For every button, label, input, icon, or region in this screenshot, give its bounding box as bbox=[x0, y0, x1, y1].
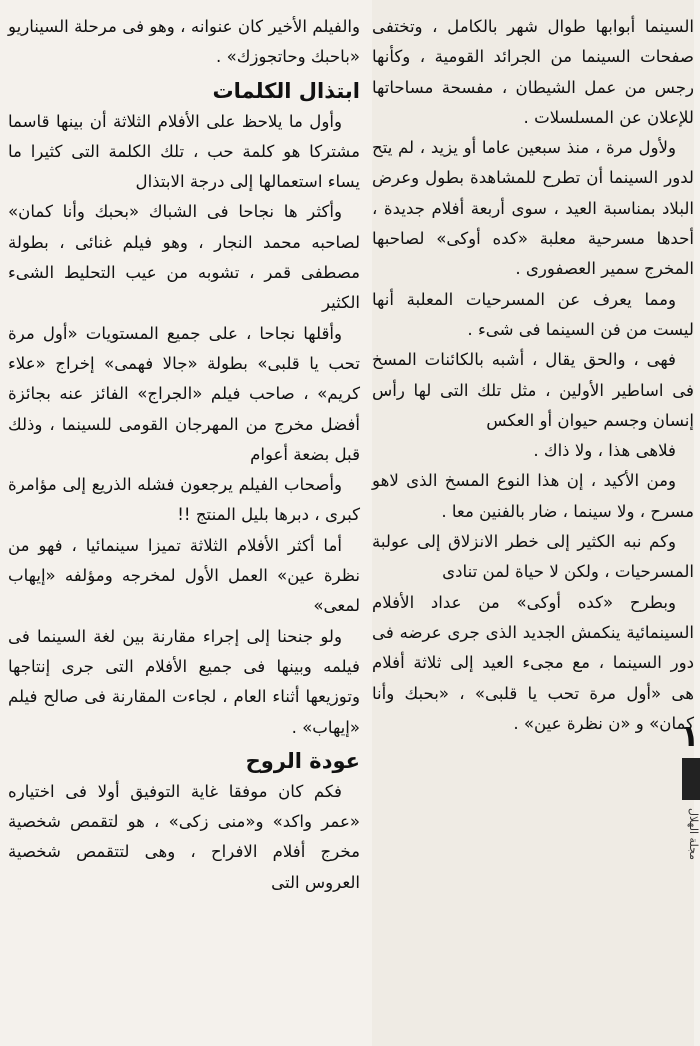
paragraph: والفيلم الأخير كان عنوانه ، وهو فى مرحلة السيناريو «باحبك وحاتجوزك» . bbox=[8, 17, 360, 67]
paragraph: ومن الأكيد ، إن هذا النوع المسخ الذى لاهو مسرح ، ولا سينما ، ضار بالفنين معا . bbox=[372, 471, 694, 521]
paragraph: فهى ، والحق يقال ، أشبه بالكائنات المسخ فى اساطير الأولين ، مثل تلك التى لها رأس إنسان وجسم حيوان أو العكس bbox=[372, 350, 694, 430]
paragraph: فلاهى هذا ، ولا ذاك . bbox=[533, 441, 676, 461]
paragraph: ولأول مرة ، منذ سبعين عاما أو يزيد ، لم يتح لدور السينما أن تطرح للمشاهدة بطول وعرض البلاد بمناسبة العيد ، سوى أربعة أفلام جديدة ، أحدها مسرحية معلبة «كده أوكى» لصاحبها المخرج سمير العصفورى . bbox=[372, 138, 694, 279]
edge-tab bbox=[682, 758, 700, 800]
right-column bbox=[372, 12, 694, 739]
left-column bbox=[8, 12, 360, 898]
paragraph: وأقلها نجاحا ، على جميع المستويات «أول مرة تحب يا قلبى» بطولة «جالا فهمى» إخراج «علاء كريم» ، صاحب فيلم «الجراج» الفائز عنه بجائزة أفضل مخرج من المهرجان القومى للسينما ، وذلك قبل بضعة أعوام bbox=[8, 323, 360, 464]
paragraph: فكم كان موفقا غاية التوفيق أولا فى اختياره «عمر واكد» و«منى زكى» ، هو لتقمص شخصية مخرج أفلام الافراح ، وهى لتتقمص شخصية العروس التى bbox=[8, 781, 360, 892]
section-marker: ١ bbox=[680, 719, 700, 754]
paragraph: ولو جنحنا إلى إجراء مقارنة بين لغة السينما فى فيلمه وبينها فى جميع الأفلام التى جرى إنتاجها وتوزيعها أثناء العام ، لجاءت المقارنة فى صالح فيلم «إيهاب» . bbox=[8, 626, 360, 737]
paragraph: السينما أبوابها طوال شهر بالكامل ، وتختفى صفحات السينما من الجرائد القومية ، وكأنها رجس من عمل الشيطان ، مفسحة مساحاتها للإعلان عن المسلسلات . bbox=[372, 17, 694, 127]
paragraph: أما أكثر الأفلام الثلاثة تميزا سينمائيا ، فهو من نظرة عين» العمل الأول لمخرجه ومؤلفه «إيهاب لمعى» bbox=[8, 535, 360, 616]
page-label: مجلة الهلال bbox=[687, 808, 700, 861]
paragraph: ومما يعرف عن المسرحيات المعلبة أنها ليست من فن السينما فى شىء . bbox=[372, 289, 694, 339]
paragraph: وكم نبه الكثير إلى خطر الانزلاق إلى عولبة المسرحيات ، ولكن لا حياة لمن تنادى bbox=[372, 532, 694, 582]
section-heading-vulgarity-of-words: ابتذال الكلمات bbox=[212, 78, 360, 103]
section-heading-return-of-spirit: عودة الروح bbox=[245, 748, 360, 773]
paragraph: وأول ما يلاحظ على الأفلام الثلاثة أن بينها قاسما مشتركا هو كلمة حب ، تلك الكلمة التى كثيرا ما يساء استعمالها إلى درجة الابتذال bbox=[8, 111, 360, 192]
paragraph: وأصحاب الفيلم يرجعون فشله الذريع إلى مؤامرة كبرى ، دبرها بليل المنتج !! bbox=[8, 475, 360, 525]
paragraph: وأكثر ها نجاحا فى الشباك «بحبك وأنا كمان» لصاحبه محمد النجار ، وهو فيلم غنائى ، بطولة مصطفى قمر ، تشوبه من عيب التحليط الشىء الكثير bbox=[8, 202, 360, 313]
paragraph: وبطرح «كده أوكى» من عداد الأفلام السينمائية ينكمش الجديد الذى جرى عرضه فى دور السينما ، مع مجىء العيد إلى ثلاثة أفلام هى «أول مرة تحب يا قلبى» ، «بحبك وأنا كمان» و «ن نظرة عين» . bbox=[372, 592, 694, 733]
